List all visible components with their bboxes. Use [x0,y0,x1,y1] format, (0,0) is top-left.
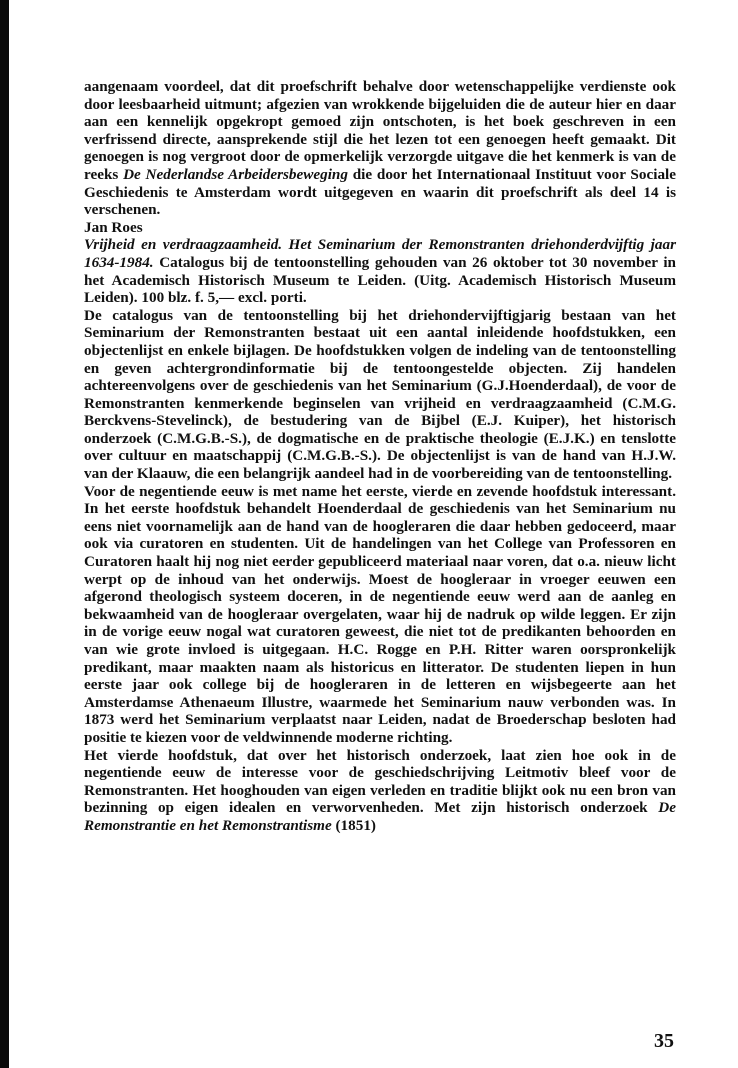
page-body [84,78,676,835]
paragraph-3-year: (1851) [331,816,376,834]
author-signature: Jan Roes [84,218,143,236]
series-title: De Nederlandse Arbeidersbeweging [123,165,348,183]
review-book-details: Catalogus bij de tentoonstelling gehouden van 26 oktober tot 30 november in het Academisch Historisch Museum te Leiden. (Uitg. Academisch Historisch Museum Leiden). 100 blz. f. 5,— excl. porti. [84,253,676,307]
scan-edge [0,0,9,1068]
continuation-text-1: aangenaam voordeel, dat dit proefschrift behalve door wetenschappelijke verdienste ook door leesbaarheid uitmunt; afgezien van wrokkende bijgeluiden die de auteur hier en daar aan een kennelijk opgekropt gemoed zijn ontschoten, is het boek geschreven in een verfrissend directe, aansprekende stijl die het lezen tot een genoegen heeft gemaakt. Dit genoegen is nog vergroot door de opmerkelijk verzorgde uitgave die het kenmerk is van de reeks [84,78,676,183]
continuation-paragraph [84,78,676,219]
paragraph-3-cited-title: De Remonstrantie en het Remonstrantisme [84,799,676,834]
page-number: 35 [654,1030,674,1052]
review-book-title: Vrijheid en verdraagzaamheid. Het Seminarium der Remonstranten driehonderdvijftig jaar 1634-1984. [84,236,676,271]
review-heading [84,236,676,306]
review-paragraph-2: Voor de negentiende eeuw is met name het eerste, vierde en zevende hoofdstuk interessant. In het eerste hoofdstuk behandelt Hoenderdaal de geschiedenis van het Seminarium nu eens niet voornamelijk aan de hand van de hoogleraren die daar hebben gedoceerd, maar ook via curatoren en studenten. Uit de handelingen van het College van Professoren en Curatoren haalt hij nog niet eerder gepubliceerd materiaal naar voren, dat o.a. nieuw licht werpt op de inhoud van het onderwijs. Moest de hoogleraar in vroeger eeuwen een afgerond theologisch systeem doceren, in de negentiende eeuw werd aan de aanleg en bekwaamheid van de hoogleraar overgelaten, waar hij de nadruk op wilde leggen. Er zijn in de vorige eeuw nogal wat curatoren geweest, die niet tot de predikanten behoorden en van wie grote invloed is uitgegaan. H.C. Rogge en P.H. Ritter waren oorspronkelijk predikant, maar maakten naam als historicus en litterator. De studenten liepen in hun eerste jaar ook college bij de hoogleraren in de letteren en wijsbegeerte aan het Amsterdamse Athenaeum Illustre, waarmede het Seminarium nauw verbonden was. In 1873 werd het Seminarium verplaatst naar Leiden, nadat de Broederschap besloten had positie te kiezen voor de veldwinnende moderne richting. [84,482,676,746]
paragraph-3-text: Het vierde hoofdstuk, dat over het historisch onderzoek, laat zien hoe ook in de negentiende eeuw de interesse voor de geschiedschrijving Leitmotiv bleef voor de Remonstranten. Het hooghouden van eigen verleden en traditie blijkt ook nu een bron van bezinning op eigen idealen en verworvenheden. Met zijn historisch onderzoek [84,746,676,817]
review-paragraph-1: De catalogus van de tentoonstelling bij het driehondervijftigjarig bestaan van het Seminarium der Remonstranten bestaat uit een aantal inleidende hoofdstukken, een objectenlijst en enkele bijlagen. De hoofdstukken volgen de indeling van de tentoonstelling en geven achtergrondinformatie bij de tentoongestelde objecten. Zij handelen achtereenvolgens over de geschiedenis van het Seminarium (G.J.Hoenderdaal), de voor de Remonstranten kenmerkende beginselen van vrijheid en verdraagzaamheid (C.M.G. Berckvens-Stevelinck), de bestudering van de Bijbel (E.J. Kuiper), het historisch onderzoek (C.M.G.B.-S.), de dogmatische en de praktische theologie (E.J.K.) en tenslotte over cultuur en maatschappij (C.M.G.B.-S.). De objectenlijst is van de hand van H.J.W. van der Klaauw, die een belangrijk aandeel had in de voorbereiding van de tentoonstelling. [84,306,676,483]
continuation-text-2: die door het Internationaal Instituut voor Sociale Geschiedenis te Amsterdam wordt uitgegeven en waarin dit proefschrift als deel 14 is verschenen. [84,165,676,219]
review-paragraph-3 [84,747,676,835]
